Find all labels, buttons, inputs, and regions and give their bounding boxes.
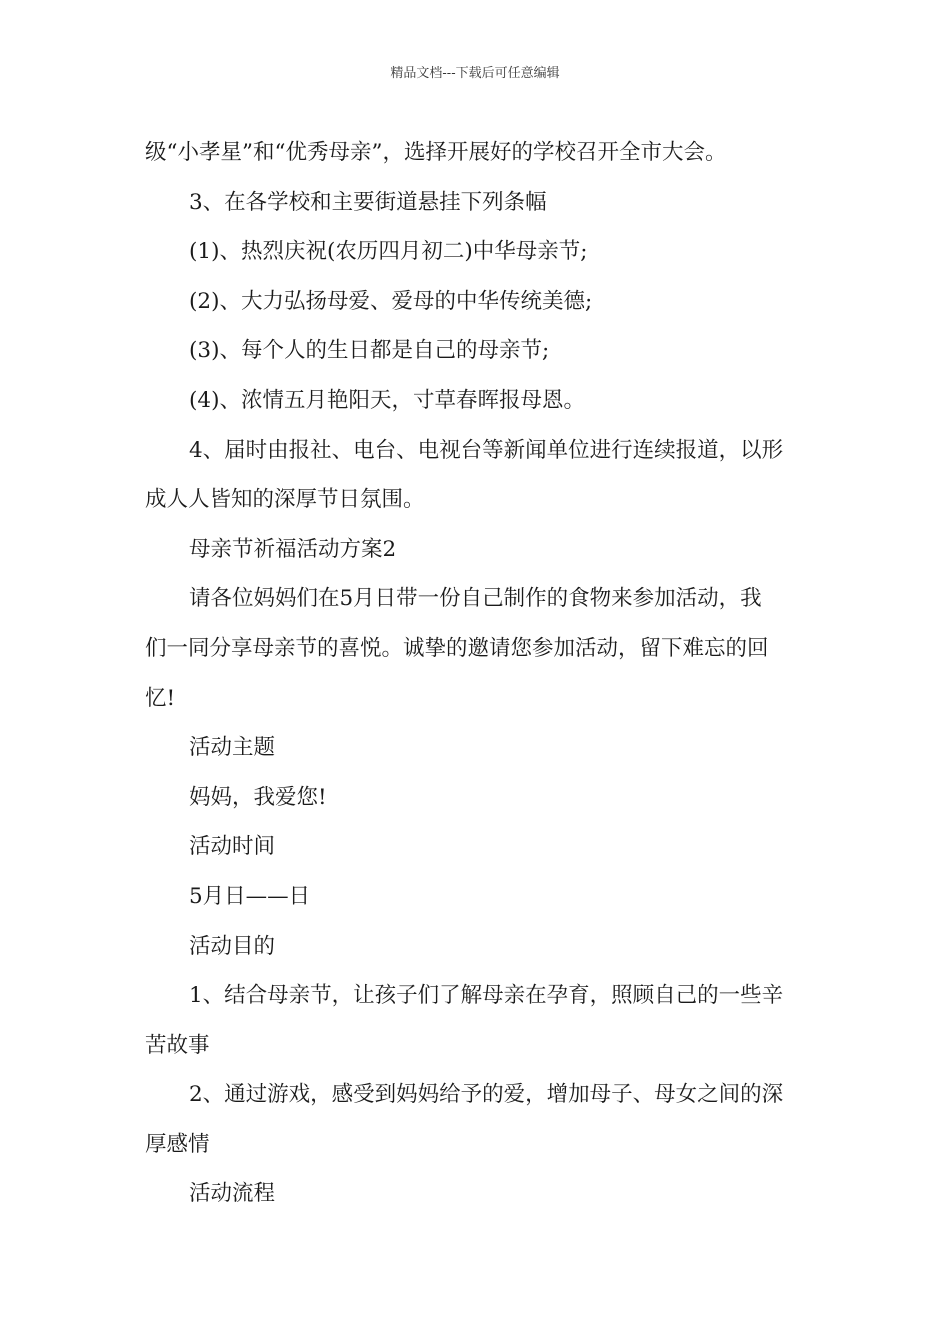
text-line: 1、结合母亲节，让孩子们了解母亲在孕育，照顾自己的一些辛 <box>189 983 784 1009</box>
text-line: 苦故事 <box>145 1032 210 1058</box>
text-line: 级“小孝星”和“优秀母亲”，选择开展好的学校召开全市大会。 <box>145 140 727 165</box>
text-line: (1)、热烈庆祝(农历四月初二)中华母亲节; <box>189 239 588 265</box>
subheading-activity-time: 活动时间 <box>189 834 276 860</box>
text-line: 2、通过游戏，感受到妈妈给予的爱，增加母子、母女之间的深 <box>189 1082 784 1108</box>
text-line: (4)、浓情五月艳阳天，寸草春晖报母恩。 <box>189 387 585 413</box>
text-line: 忆! <box>145 685 176 711</box>
text-line: 5月日——日 <box>189 883 311 909</box>
text-line: 4、届时由报社、电台、电视台等新闻单位进行连续报道，以形 <box>189 437 784 463</box>
subheading-activity-process: 活动流程 <box>189 1181 276 1207</box>
text-line: (2)、大力弘扬母爱、爱母的中华传统美德; <box>189 288 593 314</box>
text-line: 厚感情 <box>145 1131 210 1157</box>
section-heading: 母亲节祈福活动方案2 <box>189 536 397 562</box>
page-header: 精品文档---下载后可任意编辑 <box>390 66 560 81</box>
text-line: 妈妈，我爱您! <box>189 784 327 810</box>
subheading-activity-theme: 活动主题 <box>189 735 276 761</box>
text-line: 成人人皆知的深厚节日氛围。 <box>145 487 425 513</box>
text-line: 3、在各学校和主要街道悬挂下列条幅 <box>189 189 547 215</box>
text-line: 请各位妈妈们在5月日带一份自己制作的食物来参加活动，我 <box>189 586 762 612</box>
document-body <box>145 128 807 1219</box>
text-line: 们一同分享母亲节的喜悦。诚挚的邀请您参加活动，留下难忘的回 <box>145 635 769 661</box>
subheading-activity-purpose: 活动目的 <box>189 933 276 959</box>
text-line: (3)、每个人的生日都是自己的母亲节; <box>189 338 550 364</box>
